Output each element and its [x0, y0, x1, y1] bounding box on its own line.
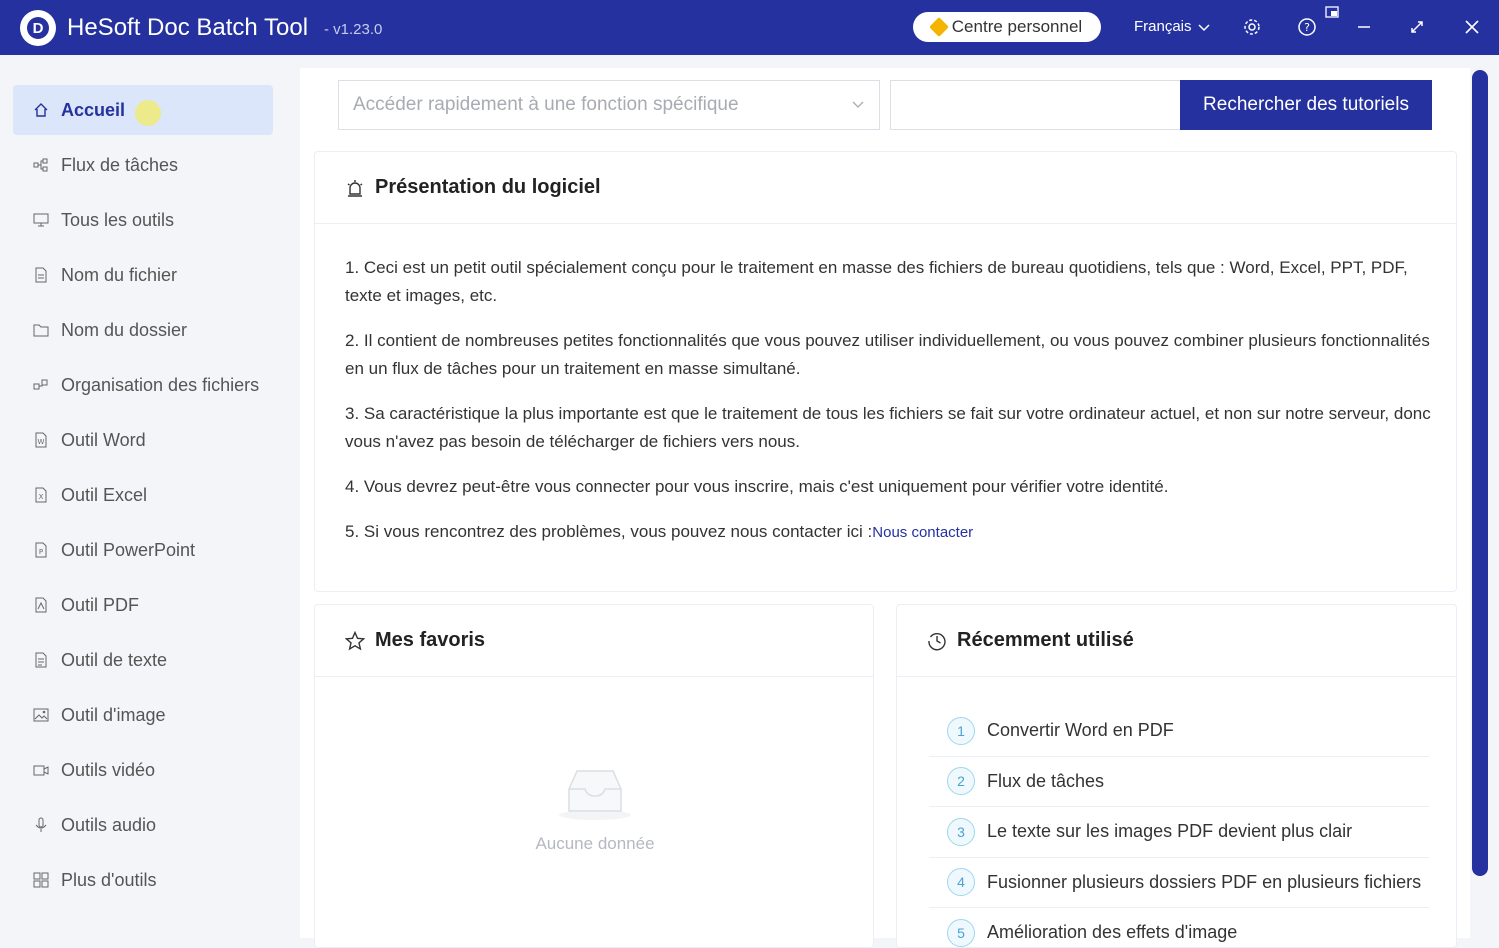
folder-icon: [33, 322, 49, 338]
recent-card: [896, 604, 1457, 948]
sidebar-item-label: Flux de tâches: [61, 154, 179, 175]
intro-paragraph: 1. Ceci est un petit outil spécialement conçu pour le traitement en masse des fichiers de bureau quotidiens, tels que : Word, Excel, PPT, PDF, texte et images, etc.: [345, 258, 1408, 305]
recent-item[interactable]: [929, 757, 1429, 808]
monitor-icon: [33, 212, 49, 228]
language-label: Français: [1134, 18, 1192, 35]
main-scrollbar-thumb[interactable]: [1472, 70, 1488, 876]
title-bar: [0, 0, 1499, 55]
sidebar-item-label: Outil de texte: [61, 649, 168, 670]
recent-item[interactable]: [929, 807, 1429, 858]
mouse-cursor-highlight: [135, 100, 161, 126]
sidebar-item-audio[interactable]: [13, 800, 273, 850]
file-organize-icon: [33, 377, 49, 393]
sidebar-item-word[interactable]: [13, 415, 273, 465]
search-tutorials-button[interactable]: Rechercher des tutoriels: [1180, 80, 1432, 130]
video-icon: [33, 762, 49, 778]
image-icon: [33, 707, 49, 723]
clock-history-icon: [927, 631, 947, 651]
star-icon: [345, 631, 365, 651]
maximize-icon[interactable]: [1404, 14, 1430, 40]
recent-title: Récemment utilisé: [957, 629, 1134, 651]
close-icon[interactable]: [1459, 14, 1485, 40]
intro-paragraph: 3. Sa caractéristique la plus importante est que le traitement de tous les fichiers se fait sur votre ordinateur actuel, et non sur notre serveur, donc vous n'avez pas besoin de télécharger de fichiers vers nous.: [345, 404, 1431, 451]
recent-item-number: 1: [947, 717, 975, 745]
sidebar-item-label: Outils audio: [61, 814, 157, 835]
intro-title: Présentation du logiciel: [375, 176, 601, 198]
svg-text:?: ?: [1304, 21, 1310, 34]
recent-item[interactable]: [929, 858, 1429, 909]
sidebar-item-image[interactable]: [13, 690, 273, 740]
word-file-icon: [33, 432, 49, 448]
language-selector[interactable]: [1134, 18, 1210, 35]
sidebar-item-label: Organisation des fichiers: [61, 374, 260, 395]
sidebar-item-label: Outils vidéo: [61, 759, 156, 780]
sidebar-item-label: Outil Word: [61, 429, 146, 450]
recent-card-header: [897, 605, 1456, 677]
favorites-title: Mes favoris: [375, 629, 486, 651]
minimize-icon[interactable]: [1351, 14, 1377, 40]
sidebar-item-plus[interactable]: [13, 855, 273, 905]
sidebar-item-label: Tous les outils: [61, 209, 175, 230]
app-logo: D: [20, 10, 56, 46]
sidebar-item-label: Outil d'image: [61, 704, 166, 725]
pdf-file-icon: [33, 597, 49, 613]
sidebar-item-flux[interactable]: [13, 140, 273, 190]
personal-center-button[interactable]: [913, 12, 1101, 42]
sidebar-item-label: Plus d'outils: [61, 869, 157, 890]
home-icon: [33, 102, 49, 118]
sidebar-item-pdf[interactable]: [13, 580, 273, 630]
grid-icon: [33, 872, 49, 888]
recent-item-number: 4: [947, 868, 975, 896]
alarm-bell-icon: [345, 178, 365, 198]
help-icon[interactable]: [1294, 14, 1320, 40]
recent-item-label: Le texte sur les images PDF devient plus clair: [987, 821, 1353, 842]
recent-item-label: Convertir Word en PDF: [987, 720, 1174, 741]
workflow-icon: [33, 157, 49, 173]
chevron-down-icon: [1198, 21, 1210, 33]
contact-us-link[interactable]: Nous contacter: [872, 524, 974, 541]
text-file-icon: [33, 652, 49, 668]
recent-item[interactable]: [929, 908, 1429, 948]
recent-item[interactable]: [929, 706, 1429, 757]
favorites-empty-state: [315, 765, 875, 854]
app-title: HeSoft Doc Batch Tool: [67, 14, 309, 41]
mini-window-icon[interactable]: [1322, 2, 1342, 22]
ppt-file-icon: [33, 542, 49, 558]
sidebar-item-excel[interactable]: [13, 470, 273, 520]
app-version: - v1.23.0: [324, 21, 383, 38]
sidebar-item-label: Outil PowerPoint: [61, 539, 196, 560]
intro-contact-text: 5. Si vous rencontrez des problèmes, vous pouvez nous contacter ici :: [345, 522, 873, 541]
intro-paragraph: 4. Vous devrez peut-être vous connecter pour vous inscrire, mais c'est uniquement pour vérifier votre identité.: [345, 477, 1169, 496]
recent-item-number: 2: [947, 767, 975, 795]
sidebar-item-label: Nom du dossier: [61, 319, 188, 340]
intro-contact-paragraph: [345, 518, 1435, 547]
sidebar-item-video[interactable]: [13, 745, 273, 795]
recent-item-label: Amélioration des effets d'image: [987, 922, 1238, 943]
favorites-empty-text: Aucune donnée: [535, 834, 655, 853]
sidebar-item-label: Outil Excel: [61, 484, 148, 505]
svg-text:P: P: [38, 548, 44, 556]
microphone-icon: [33, 817, 49, 833]
sidebar-item-texte[interactable]: [13, 635, 273, 685]
svg-text:W: W: [37, 438, 45, 446]
intro-paragraph: 2. Il contient de nombreuses petites fonctionnalités que vous pouvez utiliser individuellement, ou vous pouvez combiner plusieurs fonctionnalités en un flux de tâches pour un traitement en masse simultané.: [345, 331, 1430, 378]
recent-list: [929, 706, 1429, 948]
sidebar-item-organisation[interactable]: [13, 360, 273, 410]
excel-file-icon: [33, 487, 49, 503]
intro-card-header: [315, 152, 1456, 224]
sidebar-item-label: Nom du fichier: [61, 264, 178, 285]
function-search-select[interactable]: [338, 80, 880, 130]
svg-text:X: X: [38, 493, 44, 501]
recent-item-label: Flux de tâches: [987, 770, 1105, 791]
intro-card: [314, 151, 1457, 592]
chevron-down-icon: [851, 97, 865, 111]
tutorial-search-input[interactable]: [890, 80, 1182, 130]
favorites-card-header: [315, 605, 873, 677]
crown-icon: [929, 17, 949, 37]
recent-item-number: 3: [947, 818, 975, 846]
function-search-placeholder: Accéder rapidement à une fonction spécifique: [353, 94, 739, 115]
recent-item-number: 5: [947, 919, 975, 947]
favorites-card: [314, 604, 874, 948]
sidebar-item-nom-dossier[interactable]: [13, 305, 273, 355]
intro-body: [345, 254, 1435, 564]
file-rename-icon: [33, 267, 49, 283]
personal-center-label: Centre personnel: [951, 17, 1083, 36]
sidebar-item-label: Accueil: [61, 99, 126, 120]
empty-inbox-icon: [557, 765, 633, 821]
sidebar-item-powerpoint[interactable]: [13, 525, 273, 575]
sidebar-item-outils[interactable]: [13, 195, 273, 245]
sidebar-item-nom-fichier[interactable]: [13, 250, 273, 300]
sidebar-item-label: Outil PDF: [61, 594, 140, 615]
settings-gear-icon[interactable]: [1239, 14, 1265, 40]
recent-item-label: Fusionner plusieurs dossiers PDF en plusieurs fichiers: [987, 871, 1422, 892]
